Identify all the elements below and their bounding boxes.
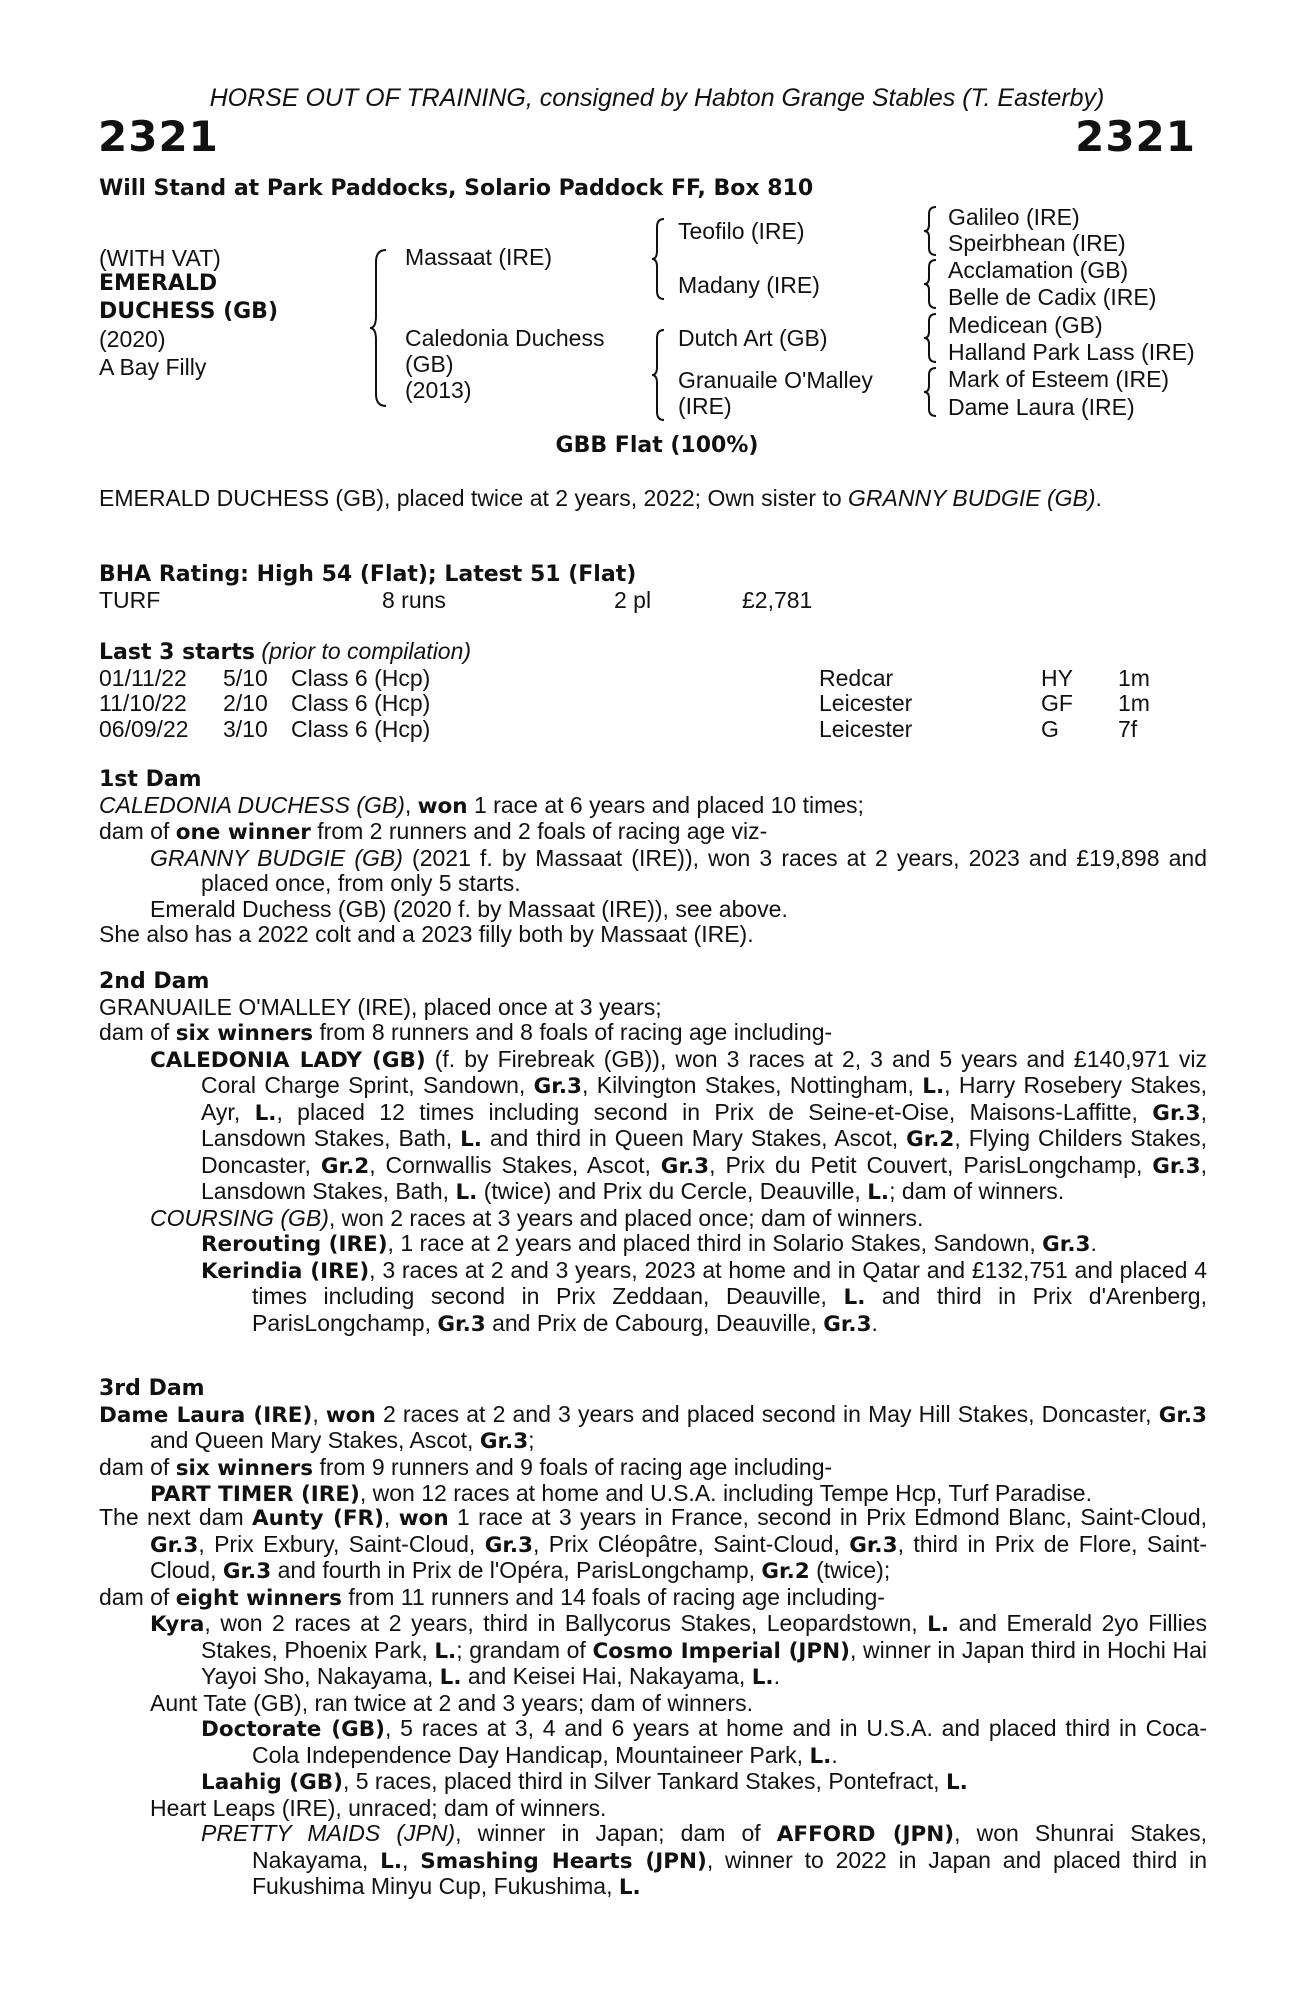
grand-produce-name: AFFORD (JPN) <box>776 1822 955 1847</box>
pedigree-brace-gen3-2 <box>922 258 940 310</box>
horse-description: A Bay Filly <box>99 354 207 380</box>
text: , <box>404 791 418 818</box>
grade: L. <box>945 1770 968 1795</box>
grand-produce-entry <box>201 1258 1207 1338</box>
grade: L. <box>809 1743 832 1769</box>
dam-dam-line2: (IRE) <box>678 393 732 419</box>
grade: Gr.3 <box>150 1532 199 1558</box>
rating-runs: 8 runs <box>382 586 446 613</box>
grade: L. <box>434 1638 457 1664</box>
grand-produce-entry <box>201 1821 1207 1901</box>
produce-entry <box>150 846 1207 897</box>
grade: L. <box>254 1100 277 1126</box>
rating-row <box>99 588 1207 614</box>
produce-entry <box>150 1611 1207 1691</box>
start-course: Leicester <box>819 715 913 742</box>
start-going: HY <box>1041 664 1073 691</box>
grade: Gr.3 <box>823 1311 872 1337</box>
text: dam of <box>99 818 176 844</box>
dam-dam-line1: Granuaile O'Malley <box>678 367 873 393</box>
third-dam-section <box>99 1376 1207 1508</box>
start-class: Class 6 (Hcp) <box>291 715 431 742</box>
rating-prize: £2,781 <box>742 586 813 613</box>
sire: Massaat (IRE) <box>405 244 552 270</box>
text: , winner in Japan; dam of <box>455 1820 777 1846</box>
first-dam-title: 1st Dam <box>99 767 202 792</box>
text: from 11 runners and 14 foals of racing age including- <box>341 1583 885 1610</box>
text: . <box>1090 1230 1097 1256</box>
text: (twice); <box>809 1557 891 1583</box>
start-position: 2/10 <box>223 690 268 716</box>
summary-text: EMERALD DUCHESS (GB), placed twice at 2 years, 2022; Own sister to <box>99 485 849 511</box>
gen3-4: Belle de Cadix (IRE) <box>948 284 1157 310</box>
text: . <box>871 1309 878 1336</box>
dam-line3: (2013) <box>405 377 472 403</box>
produce-name: Kerindia (IRE) <box>201 1258 370 1284</box>
start-position: 3/10 <box>223 715 268 742</box>
start-row <box>99 666 1207 692</box>
text: , <box>402 1846 421 1873</box>
grade: Gr.3 <box>222 1559 272 1584</box>
rating-placed: 2 pl <box>614 586 652 613</box>
grade: L. <box>843 1285 866 1310</box>
text: , won Shunrai Stakes, Nakayama, <box>252 1820 1207 1873</box>
produce-name: COURSING (GB) <box>150 1204 329 1231</box>
winners-count: six winners <box>175 1455 314 1481</box>
second-dam-record: GRANUAILE O'MALLEY (IRE), placed once at 3 years; <box>99 993 662 1020</box>
start-date: 06/09/22 <box>99 715 189 742</box>
grand-produce-entry <box>201 1769 1207 1796</box>
produce-entry: Emerald Duchess (GB) (2020 f. by Massaat (IRE)), see above. <box>150 895 788 922</box>
text: . <box>773 1663 780 1689</box>
gen3-8: Dame Laura (IRE) <box>948 394 1135 420</box>
gen3-1: Galileo (IRE) <box>948 204 1080 230</box>
start-going: GF <box>1041 690 1073 716</box>
text: dam of <box>99 1453 176 1480</box>
horse-year: (2020) <box>99 326 166 352</box>
text: ; grandam of <box>456 1636 593 1663</box>
grade: L. <box>455 1180 478 1205</box>
grade: Gr.3 <box>1152 1153 1201 1179</box>
start-course: Leicester <box>819 690 913 716</box>
text: and Queen Mary Stakes, Ascot, <box>150 1427 480 1453</box>
grade: L. <box>460 1127 482 1152</box>
text: and Prix de Cabourg, Deauville, <box>485 1309 824 1336</box>
text: , Prix Exbury, Saint-Cloud, <box>198 1530 485 1557</box>
text: , third in Prix de Flore, Saint-Cloud, <box>150 1530 1207 1583</box>
summary-end: . <box>1095 485 1102 511</box>
grade: Gr.2 <box>906 1127 955 1152</box>
stand-location: Will Stand at Park Paddocks, Solario Paddock FF, Box 810 <box>99 176 814 201</box>
text: and third in Queen Mary Stakes, Ascot, <box>481 1125 907 1151</box>
third-dam-record <box>99 1402 1207 1455</box>
produce-record: (2021 f. by Massaat (IRE)), won 3 races at 2 years, 2023 and £19,898 and placed once, from only 5 starts. <box>201 844 1207 896</box>
vat-label: (WITH VAT) <box>99 245 221 271</box>
grade: L. <box>380 1848 403 1874</box>
grade: Gr.3 <box>533 1074 582 1099</box>
start-distance: 1m <box>1118 690 1150 716</box>
text: , placed 12 times including second in Prix de Seine-et-Oise, Maisons-Laffitte, <box>276 1098 1153 1125</box>
lot-number-right: 2321 <box>1075 112 1196 161</box>
text: , Prix Cléopâtre, Saint-Cloud, <box>533 1530 850 1557</box>
produce-entry: Heart Leaps (IRE), unraced; dam of winners. <box>150 1794 607 1821</box>
text: , Kilvington Stakes, Nottingham, <box>581 1072 923 1098</box>
gen3-3: Acclamation (GB) <box>948 257 1129 283</box>
text: , winner in Japan third in Hochi Hai Yayoi Sho, Nakayama, <box>201 1636 1207 1689</box>
produce-name: Doctorate (GB) <box>201 1717 385 1742</box>
text: ; <box>528 1427 535 1453</box>
text: , Cornwallis Stakes, Ascot, <box>369 1151 661 1178</box>
gen3-5: Medicean (GB) <box>948 312 1103 338</box>
text: and third in Prix d'Arenberg, ParisLongchamp, <box>252 1283 1207 1336</box>
text: and Emerald 2yo Fillies Stakes, Phoenix Park, <box>201 1610 1207 1663</box>
text: , 1 race at 2 years and placed third in Solario Stakes, Sandown, <box>387 1230 1043 1256</box>
grade: Gr.2 <box>761 1559 810 1584</box>
grade: Gr.3 <box>1158 1402 1207 1428</box>
sire-dam: Madany (IRE) <box>678 272 820 298</box>
start-course: Redcar <box>819 664 894 691</box>
text: , <box>383 1504 399 1530</box>
text: , won 2 races at 3 years and placed once; dam of winners. <box>328 1204 924 1231</box>
text: and fourth in Prix de l'Opéra, ParisLongchamp, <box>271 1557 762 1583</box>
text: from 2 runners and 2 foals of racing age viz- <box>310 818 768 844</box>
produce-name: CALEDONIA LADY (GB) <box>150 1047 426 1073</box>
text: , <box>312 1400 326 1427</box>
gbb-flat: GBB Flat (100%) <box>555 433 759 458</box>
text: , Lansdown Stakes, Bath, <box>201 1098 1207 1151</box>
text: dam of <box>99 1019 176 1045</box>
produce-entry <box>150 1206 1207 1232</box>
produce-name: Laahig (GB) <box>201 1770 343 1795</box>
produce-entry <box>150 1047 1207 1206</box>
start-row <box>99 717 1207 743</box>
dam-sire: Dutch Art (GB) <box>678 325 828 351</box>
grade: L. <box>751 1665 774 1690</box>
text: The next dam <box>99 1504 252 1530</box>
produce-note: She also has a 2022 colt and a 2023 filly both by Massaat (IRE). <box>99 921 754 947</box>
second-dam-section <box>99 969 1207 1337</box>
pedigree-brace-gen3-3 <box>922 312 940 364</box>
next-dam-section <box>99 1505 1207 1901</box>
horse-name-line1: EMERALD <box>99 271 218 296</box>
gen3-2: Speirbhean (IRE) <box>948 230 1126 256</box>
text: , 3 races at 2 and 3 years, 2023 at home and in Qatar and £132,751 and placed 4 times including second in Prix Zeddaan, Deauville, <box>252 1256 1207 1309</box>
text: . <box>831 1741 838 1768</box>
grand-produce-entry <box>201 1231 1207 1258</box>
grade: L. <box>922 1074 945 1099</box>
winners-count: six winners <box>175 1021 314 1046</box>
grade: Gr.3 <box>437 1311 486 1337</box>
lot-number-left: 2321 <box>98 112 219 161</box>
text: dam of <box>99 1583 176 1610</box>
pedigree-brace-gen3-4 <box>922 366 940 418</box>
won-label: won <box>417 793 468 819</box>
dam-line1: Caledonia Duchess <box>405 325 605 351</box>
grade: Gr.3 <box>1042 1232 1091 1257</box>
dam-line2: (GB) <box>405 351 454 377</box>
text: , winner to 2022 in Japan and placed third in Fukushima Minyu Cup, Fukushima, <box>252 1846 1208 1899</box>
text: , won 2 races at 2 years, third in Ballycorus Stakes, Leopardstown, <box>204 1610 928 1636</box>
pedigree-brace-dam <box>650 328 668 422</box>
grade: Gr.3 <box>1152 1100 1201 1126</box>
start-class: Class 6 (Hcp) <box>291 664 431 691</box>
winners-count: eight winners <box>175 1585 342 1611</box>
produce-name: Rerouting (IRE) <box>201 1232 388 1257</box>
text: , Harry Rosebery Stakes, Ayr, <box>201 1072 1208 1125</box>
second-dam-title: 2nd Dam <box>99 969 210 994</box>
third-dam-title: 3rd Dam <box>99 1376 205 1401</box>
rating-surface: TURF <box>99 586 161 613</box>
text: 1 race at 3 years in France, second in Prix Edmond Blanc, Saint-Cloud, <box>448 1504 1208 1530</box>
start-going: G <box>1041 715 1059 742</box>
last-starts-section <box>99 639 1207 742</box>
text: (twice) and Prix du Cercle, Deauville, <box>477 1178 868 1204</box>
next-dam-record <box>99 1505 1207 1585</box>
produce-name: GRANNY BUDGIE (GB) <box>150 844 403 871</box>
grade: Gr.2 <box>320 1153 370 1179</box>
rating-title: BHA Rating: High 54 (Flat); Latest 51 (Flat) <box>99 562 637 587</box>
last-starts-note: (prior to compilation) <box>255 638 472 664</box>
start-distance: 1m <box>1118 664 1150 691</box>
produce-entry: Aunt Tate (GB), ran twice at 2 and 3 years; dam of winners. <box>150 1689 753 1716</box>
text: , Lansdown Stakes, Bath, <box>201 1151 1207 1204</box>
text: 1 race at 6 years and placed 10 times; <box>467 791 864 818</box>
text: , 5 races, placed third in Silver Tankard Stakes, Pontefract, <box>342 1768 946 1794</box>
summary-sister: GRANNY BUDGIE (GB) <box>848 485 1096 511</box>
text: (f. by Firebreak (GB)), won 3 races at 2, 3 and 5 years and £140,971 viz Coral Charge Sprint, Sandown, <box>201 1045 1207 1098</box>
start-date: 11/10/22 <box>99 690 187 716</box>
start-position: 5/10 <box>223 664 268 691</box>
dam-name: Dame Laura (IRE) <box>99 1402 313 1428</box>
text: , 5 races at 3, 4 and 6 years at home and in U.S.A. and placed third in Coca-Cola Independence Day Handicap, Mountaineer Park, <box>252 1715 1207 1768</box>
consignment-line: HORSE OUT OF TRAINING, consigned by Habton Grange Stables (T. Easterby) <box>209 84 1105 112</box>
grade: L. <box>439 1665 462 1690</box>
won-label: won <box>325 1402 376 1428</box>
text: ; dam of winners. <box>889 1178 1065 1204</box>
rating-section <box>99 562 1207 613</box>
dam-name: CALEDONIA DUCHESS (GB) <box>99 791 405 818</box>
start-class: Class 6 (Hcp) <box>291 690 431 716</box>
text: , Flying Childers Stakes, Doncaster, <box>201 1125 1208 1178</box>
pedigree-brace-gen3-1 <box>922 205 940 257</box>
gen3-7: Mark of Esteem (IRE) <box>948 366 1170 392</box>
grade: L. <box>618 1875 641 1900</box>
dam-name: Aunty (FR) <box>251 1506 384 1531</box>
produce-name: PRETTY MAIDS (JPN) <box>201 1820 456 1846</box>
winners-count: one winner <box>175 820 311 845</box>
grand-produce-entry <box>201 1716 1207 1769</box>
gen3-6: Halland Park Lass (IRE) <box>948 339 1195 365</box>
grade: Gr.3 <box>849 1532 898 1558</box>
first-dam-section <box>99 767 1207 948</box>
won-label: won <box>398 1506 449 1531</box>
sire-sire: Teofilo (IRE) <box>678 218 805 244</box>
text: and Keisei Hai, Nakayama, <box>461 1663 752 1689</box>
horse-name-line2: DUCHESS (GB) <box>99 299 279 324</box>
produce-name: Kyra <box>150 1612 205 1637</box>
text: , won 12 races at home and U.S.A. including Tempe Hcp, Turf Paradise. <box>359 1480 1092 1506</box>
start-row <box>99 691 1207 717</box>
start-distance: 7f <box>1118 715 1138 742</box>
start-date: 01/11/22 <box>99 664 187 691</box>
grade: Gr.3 <box>660 1153 710 1179</box>
grand-produce-name: Smashing Hearts (JPN) <box>420 1848 707 1874</box>
text: from 9 runners and 9 foals of racing age including- <box>313 1453 833 1480</box>
last-starts-title: Last 3 starts <box>99 640 256 665</box>
grade: L. <box>927 1612 950 1637</box>
grade: Gr.3 <box>484 1532 534 1558</box>
pedigree-brace-sire <box>650 217 668 301</box>
summary <box>99 486 1207 512</box>
text: 2 races at 2 and 3 years and placed second in May Hill Stakes, Doncaster, <box>375 1400 1159 1427</box>
produce-name: PART TIMER (IRE) <box>150 1482 360 1507</box>
pedigree-brace-main <box>368 248 390 408</box>
grade: Gr.3 <box>479 1429 529 1454</box>
grand-produce-name: Cosmo Imperial (JPN) <box>592 1638 851 1664</box>
text: , Prix du Petit Couvert, ParisLongchamp, <box>709 1151 1153 1178</box>
text: from 8 runners and 8 foals of racing age including- <box>313 1019 833 1045</box>
grade: L. <box>867 1180 890 1205</box>
